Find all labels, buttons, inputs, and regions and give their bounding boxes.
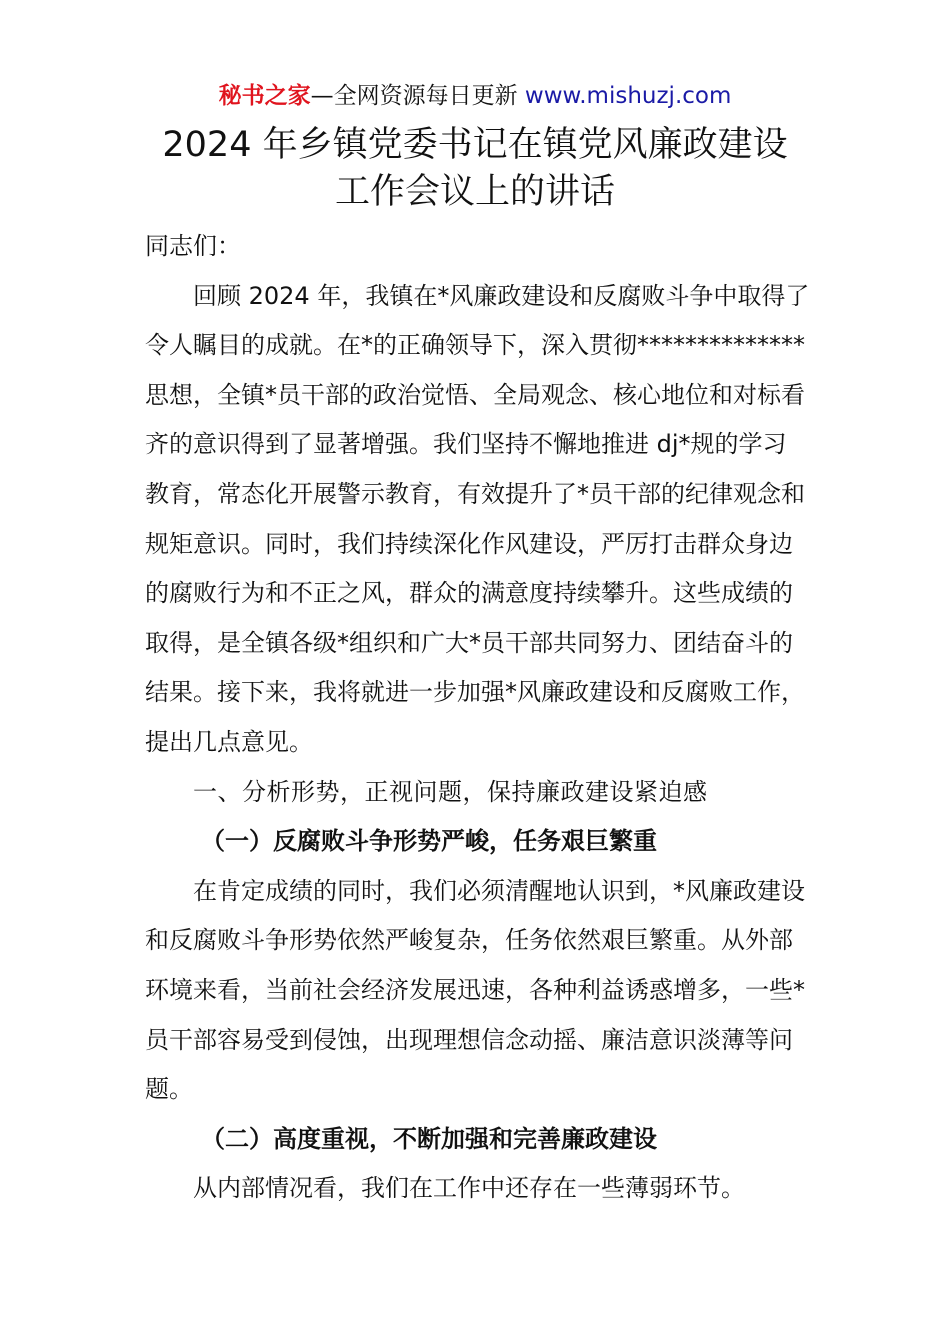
site-url-link[interactable]: www.mishuzj.com xyxy=(524,83,732,109)
greeting: 同志们： xyxy=(145,232,241,260)
subsection-heading-1: （一）反腐败斗争形势严峻，任务艰巨繁重 xyxy=(201,827,657,856)
paragraph-intro: 回顾 2024 年，我镇在*风廉政建设和反腐败斗争中取得了令人瞩目的成就。在*的正确领导下，深入贯彻**************思想，全镇*员干部的政治觉悟、全局观念、核心地位和对标看齐的意识得到了显著增强。我们坚持不懈地推进 dj*规的学习教育，常态化开展警示教育，有效提升了*员干部的纪律观念和规矩意识。同时，我们持续深化作风建设，严厉打击群众身边的腐败行为和不正之风，群众的满意度持续攀升。这些成绩的取得，是全镇各级*组织和广大*员干部共同努力、团结奋斗的结果。接下来，我将就进一步加强*风廉政建设和反腐败工作，提出几点意见。 xyxy=(145,281,810,756)
site-header xyxy=(0,80,950,112)
document-title xyxy=(100,122,850,216)
brand-name: 秘书之家 xyxy=(218,83,311,109)
header-tagline: —全网资源每日更新 xyxy=(310,83,525,109)
section-heading-1: 一、分析形势，正视问题，保持廉政建设紧迫感 xyxy=(193,777,708,806)
paragraph-situation: 在肯定成绩的同时，我们必须清醒地认识到，*风廉政建设和反腐败斗争形势依然严峻复杂，任务依然艰巨繁重。从外部环境来看，当前社会经济发展迅速，各种利益诱惑增多，一些*员干部容易受到侵蚀，出现理想信念动摇、廉洁意识淡薄等问题。 xyxy=(145,876,805,1104)
subsection-heading-2: （二）高度重视，不断加强和完善廉政建设 xyxy=(201,1124,657,1153)
title-line-1: 2024 年乡镇党委书记在镇党风廉政建设 xyxy=(162,125,788,165)
document-body xyxy=(145,222,810,1214)
title-line-2: 工作会议上的讲话 xyxy=(334,172,615,212)
paragraph-internal: 从内部情况看，我们在工作中还存在一些薄弱环节。 xyxy=(193,1174,745,1203)
